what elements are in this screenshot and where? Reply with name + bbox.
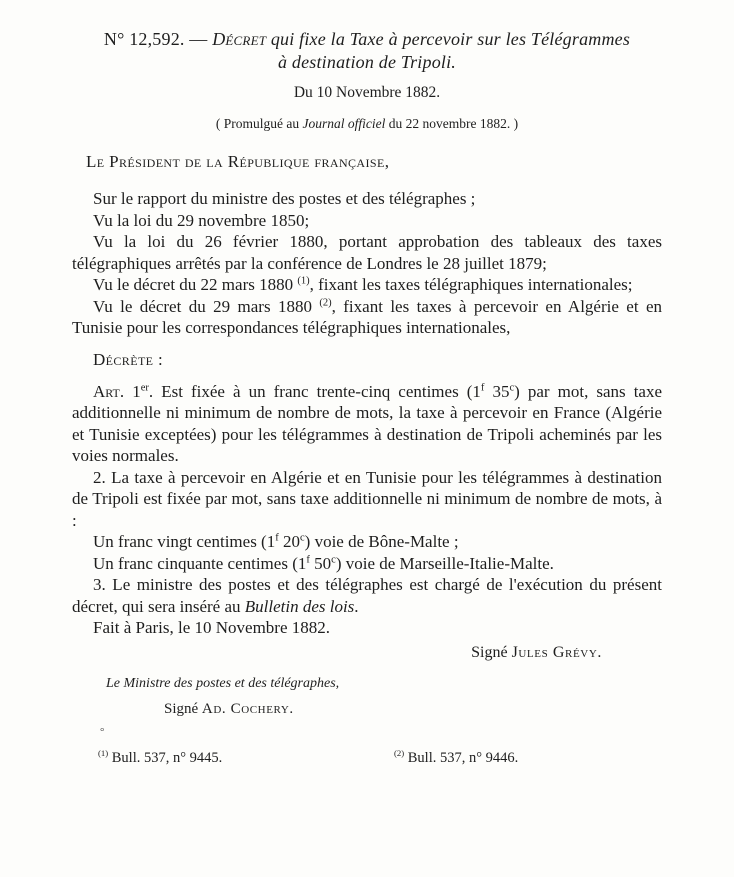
article-2-rate-bone-malte <box>72 531 662 553</box>
promulgation-suffix: du 22 novembre 1882. ) <box>385 116 519 131</box>
vu-clause-law-1880: Vu la loi du 26 février 1880, portant approbation des tableaux des taxes télégraphiques arrêtés par la conférence de Londres le 28 juillet 1879; <box>72 232 662 273</box>
vu-29mars-tail: , fixant les taxes à percevoir en Algérie et en Tunisie pour les correspondances télégraphiques internationales, <box>72 296 662 337</box>
footnote-1 <box>98 749 222 767</box>
decree-title-tail: qui fixe la Taxe à percevoir sur les Télégrammes <box>266 29 631 49</box>
rate1-text-b: 20 <box>278 532 300 551</box>
bulletin-des-lois-reference: Bulletin des lois <box>244 596 355 616</box>
article-1-label: Art. 1 <box>93 381 141 401</box>
place-and-date-line: Fait à Paris, le 10 Novembre 1882. <box>93 618 331 637</box>
signed-label: Signé <box>164 700 202 717</box>
promulgation-line <box>72 115 662 133</box>
rate1-text-a: Un franc vingt centimes (1 <box>93 532 276 551</box>
article-3-text-b: . <box>354 596 359 616</box>
vu-22mars-lead: Vu le décret du 22 mars 1880 <box>93 275 298 294</box>
footnote-2-marker: (2) <box>394 747 405 758</box>
footnotes-row <box>72 749 662 769</box>
decree-word: Décret <box>212 29 267 49</box>
scan-artifact-mark: ° <box>100 726 105 738</box>
president-name: Jules Grévy. <box>511 643 602 661</box>
article-1-text-c: ) par mot, sans taxe additionnelle ni minimum de nombre de mots, la taxe à percevoir en France (Algérie et Tunisie exceptées) pour les télégrammes à destination de Tripoli acheminés par les voies normales. <box>72 381 663 465</box>
article-3 <box>72 574 662 617</box>
vu-clause-law-1850: Vu la loi du 29 novembre 1850; <box>93 210 310 230</box>
article-2-rate-marseille-italie-malte <box>72 553 662 575</box>
decree-title-line2-text: à destination de Tripoli. <box>277 52 456 72</box>
article-1-ordinal-superscript: er <box>140 381 149 393</box>
decree-title <box>72 28 662 51</box>
minister-signature <box>72 699 662 719</box>
article-1-text-b: 35 <box>484 381 510 401</box>
vu-29mars-lead: Vu le décret du 29 mars 1880 <box>93 296 320 316</box>
decree-number: N° 12,592. — <box>103 29 213 49</box>
vu-22mars-tail: , fixant les taxes télégraphiques internationales; <box>309 275 633 294</box>
president-salutation: Le Président de la République française, <box>86 152 390 171</box>
franc-superscript: f <box>275 532 279 544</box>
report-clause: Sur le rapport du ministre des postes et des télégraphes ; <box>93 189 476 208</box>
decree-date: Du 10 Novembre 1882. <box>293 84 441 101</box>
article-2: 2. La taxe à percevoir en Algérie et en Tunisie pour les télégrammes à destination de Tripoli est fixée par mot, sans taxe additionnelle ni minimum de nombre de mots, à : <box>72 467 662 530</box>
minister-title-line: Le Ministre des postes et des télégraphes, <box>106 675 340 691</box>
rate1-text-c: ) voie de Bône-Malte ; <box>304 532 459 551</box>
footnote-2-text: Bull. 537, n° 9446. <box>404 749 519 766</box>
footnote-1-marker: (1) <box>98 747 109 758</box>
vu-clause-decree-29-mars <box>72 296 662 339</box>
footnote-2 <box>394 749 518 767</box>
decree-title-line2 <box>72 51 662 74</box>
franc-superscript: f <box>480 381 485 393</box>
article-1 <box>72 381 662 467</box>
rate2-text-c: ) voie de Marseille-Italie-Malte. <box>335 553 554 573</box>
article-1-text-a: . Est fixée à un franc trente-cinq centimes (1 <box>148 381 481 401</box>
franc-superscript: f <box>306 553 310 565</box>
president-signature <box>72 643 662 663</box>
centime-superscript: c <box>331 553 336 565</box>
decrete-heading: Décrète : <box>93 349 164 369</box>
article-3-text-a: 3. Le ministre des postes et des télégraphes est chargé de l'exécution du présent décret, qui sera inséré au <box>72 575 662 616</box>
rate2-text-a: Un franc cinquante centimes (1 <box>93 553 307 573</box>
signed-label: Signé <box>471 643 512 661</box>
promulgation-prefix: ( Promulgué au <box>215 116 303 131</box>
footnote-reference-2: (2) <box>319 296 332 308</box>
footnote-reference-1: (1) <box>297 275 310 287</box>
journal-officiel-reference: Journal officiel <box>302 116 386 131</box>
footnote-1-text: Bull. 537, n° 9445. <box>108 749 223 766</box>
minister-name: Ad. Cochery. <box>201 700 294 717</box>
centime-superscript: c <box>509 381 515 393</box>
vu-clause-decree-22-mars <box>72 274 662 296</box>
rate2-text-b: 50 <box>309 553 332 573</box>
decree-content <box>72 0 662 769</box>
centime-superscript: c <box>299 532 305 544</box>
